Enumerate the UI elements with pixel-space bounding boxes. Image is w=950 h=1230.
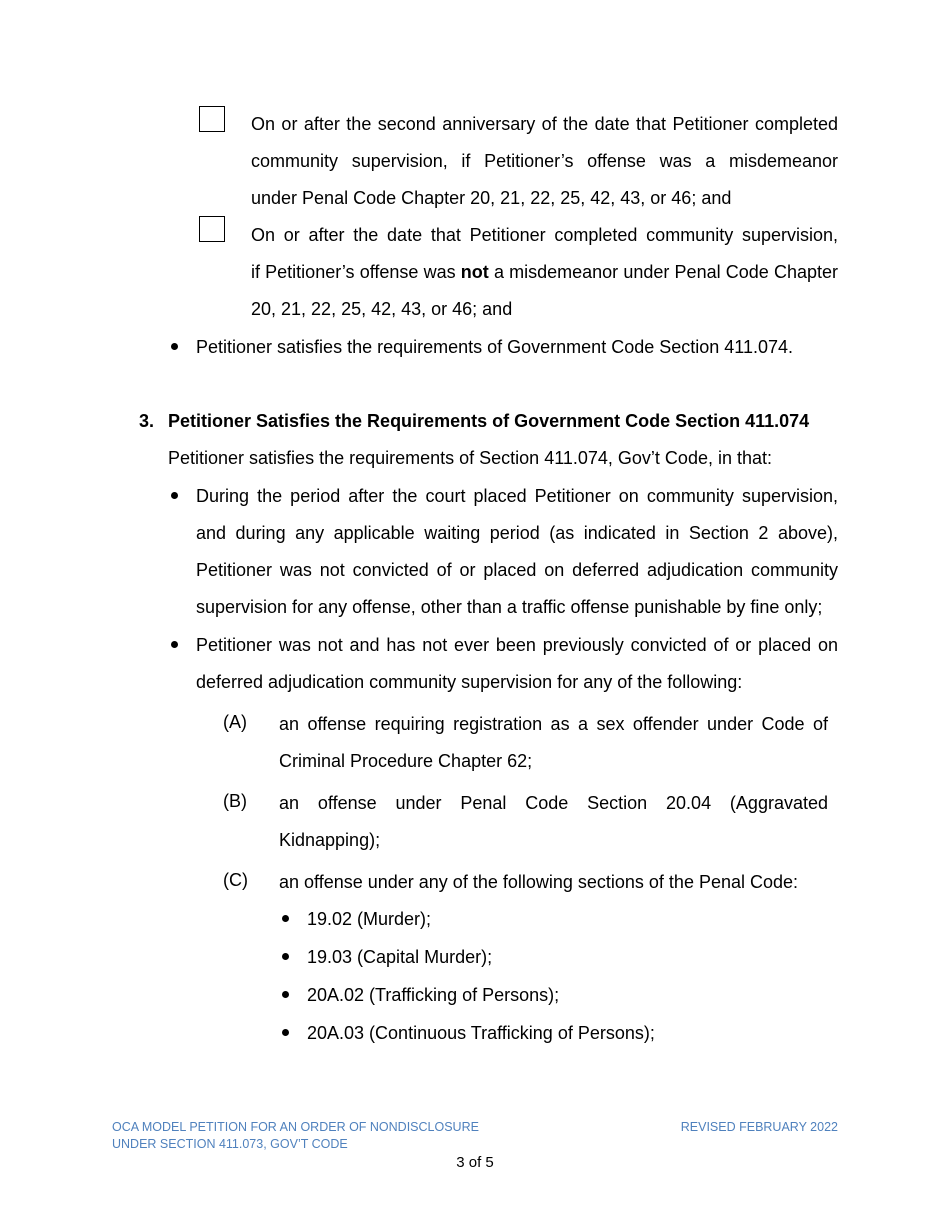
item-a-label: (A) xyxy=(223,712,247,732)
s3-bullet1-line-4: supervision for any offense, other than a traffic offense punishable by fine only; xyxy=(196,597,823,617)
penal-section-item: 20A.02 (Trafficking of Persons); xyxy=(307,985,560,1005)
footer-revised-date: REVISED FEBRUARY 2022 xyxy=(680,1120,838,1134)
checkbox-2-line-2-pre: if Petitioner’s offense was xyxy=(251,262,461,282)
item-a-line-1: an offense requiring registration as a sex offender under Code of xyxy=(279,714,828,734)
penal-section-item: 20A.03 (Continuous Trafficking of Persons); xyxy=(307,1023,655,1043)
s3-bullet2-line-2: deferred adjudication community supervision for any of the following: xyxy=(196,672,743,692)
footer-left-line-2: UNDER SECTION 411.073, GOV’T CODE xyxy=(112,1137,348,1151)
bullet-dot xyxy=(171,492,178,499)
s3-bullet1-line-2: and during any applicable waiting period (as indicated in Section 2 above), xyxy=(196,523,838,543)
bullet-dot xyxy=(171,343,178,350)
penal-section-item: 19.03 (Capital Murder); xyxy=(307,947,493,967)
checkbox-1-line-2: community supervision, if Petitioner’s offense was a misdemeanor xyxy=(251,151,838,171)
footer-left-line-1: OCA MODEL PETITION FOR AN ORDER OF NONDISCLOSURE xyxy=(112,1120,479,1134)
checkbox-2-line-3: 20, 21, 22, 25, 42, 43, or 46; and xyxy=(251,299,513,319)
item-b-label: (B) xyxy=(223,791,247,811)
penal-section-item: 19.02 (Murder); xyxy=(307,909,432,929)
checkbox-2-line-2-post: a misdemeanor under Penal Code Chapter xyxy=(488,262,838,282)
item-a-line-2: Criminal Procedure Chapter 62; xyxy=(279,751,533,771)
checkbox-completed-supervision[interactable] xyxy=(199,216,225,242)
s3-bullet2-line-1: Petitioner was not and has not ever been previously convicted of or placed on xyxy=(196,635,838,655)
checkbox-1-line-3: under Penal Code Chapter 20, 21, 22, 25, 42, 43, or 46; and xyxy=(251,188,732,208)
bullet-dot xyxy=(171,641,178,648)
checkbox-1-line-1: On or after the second anniversary of the date that Petitioner completed xyxy=(251,114,838,134)
item-b-line-1: an offense under Penal Code Section 20.04 (Aggravated xyxy=(279,793,828,813)
section3-intro: Petitioner satisfies the requirements of Section 411.074, Gov’t Code, in that: xyxy=(168,448,773,468)
s3-bullet1-line-3: Petitioner was not convicted of or placed on deferred adjudication community xyxy=(196,560,838,580)
bullet-dot xyxy=(282,1029,289,1036)
bullet-dot xyxy=(282,991,289,998)
bullet-dot xyxy=(282,953,289,960)
item-b-line-2: Kidnapping); xyxy=(279,830,381,850)
checkbox-2-line-1: On or after the date that Petitioner completed community supervision, xyxy=(251,225,838,245)
section3-number: 3. xyxy=(139,411,155,431)
item-c-label: (C) xyxy=(223,870,248,890)
item-c-line-1: an offense under any of the following sections of the Penal Code: xyxy=(279,872,799,892)
section3-heading: Petitioner Satisfies the Requirements of Government Code Section 411.074 xyxy=(168,411,810,431)
s3-bullet1-line-1: During the period after the court placed Petitioner on community supervision, xyxy=(196,486,838,506)
bullet-dot xyxy=(282,915,289,922)
checkbox-2-line-2 xyxy=(251,261,838,283)
checkbox-second-anniversary[interactable] xyxy=(199,106,225,132)
page-number: 3 of 5 xyxy=(456,1154,494,1171)
section2-final-bullet-text: Petitioner satisfies the requirements of Government Code Section 411.074. xyxy=(196,337,793,357)
checkbox-2-emphasis-not: not xyxy=(460,262,489,282)
